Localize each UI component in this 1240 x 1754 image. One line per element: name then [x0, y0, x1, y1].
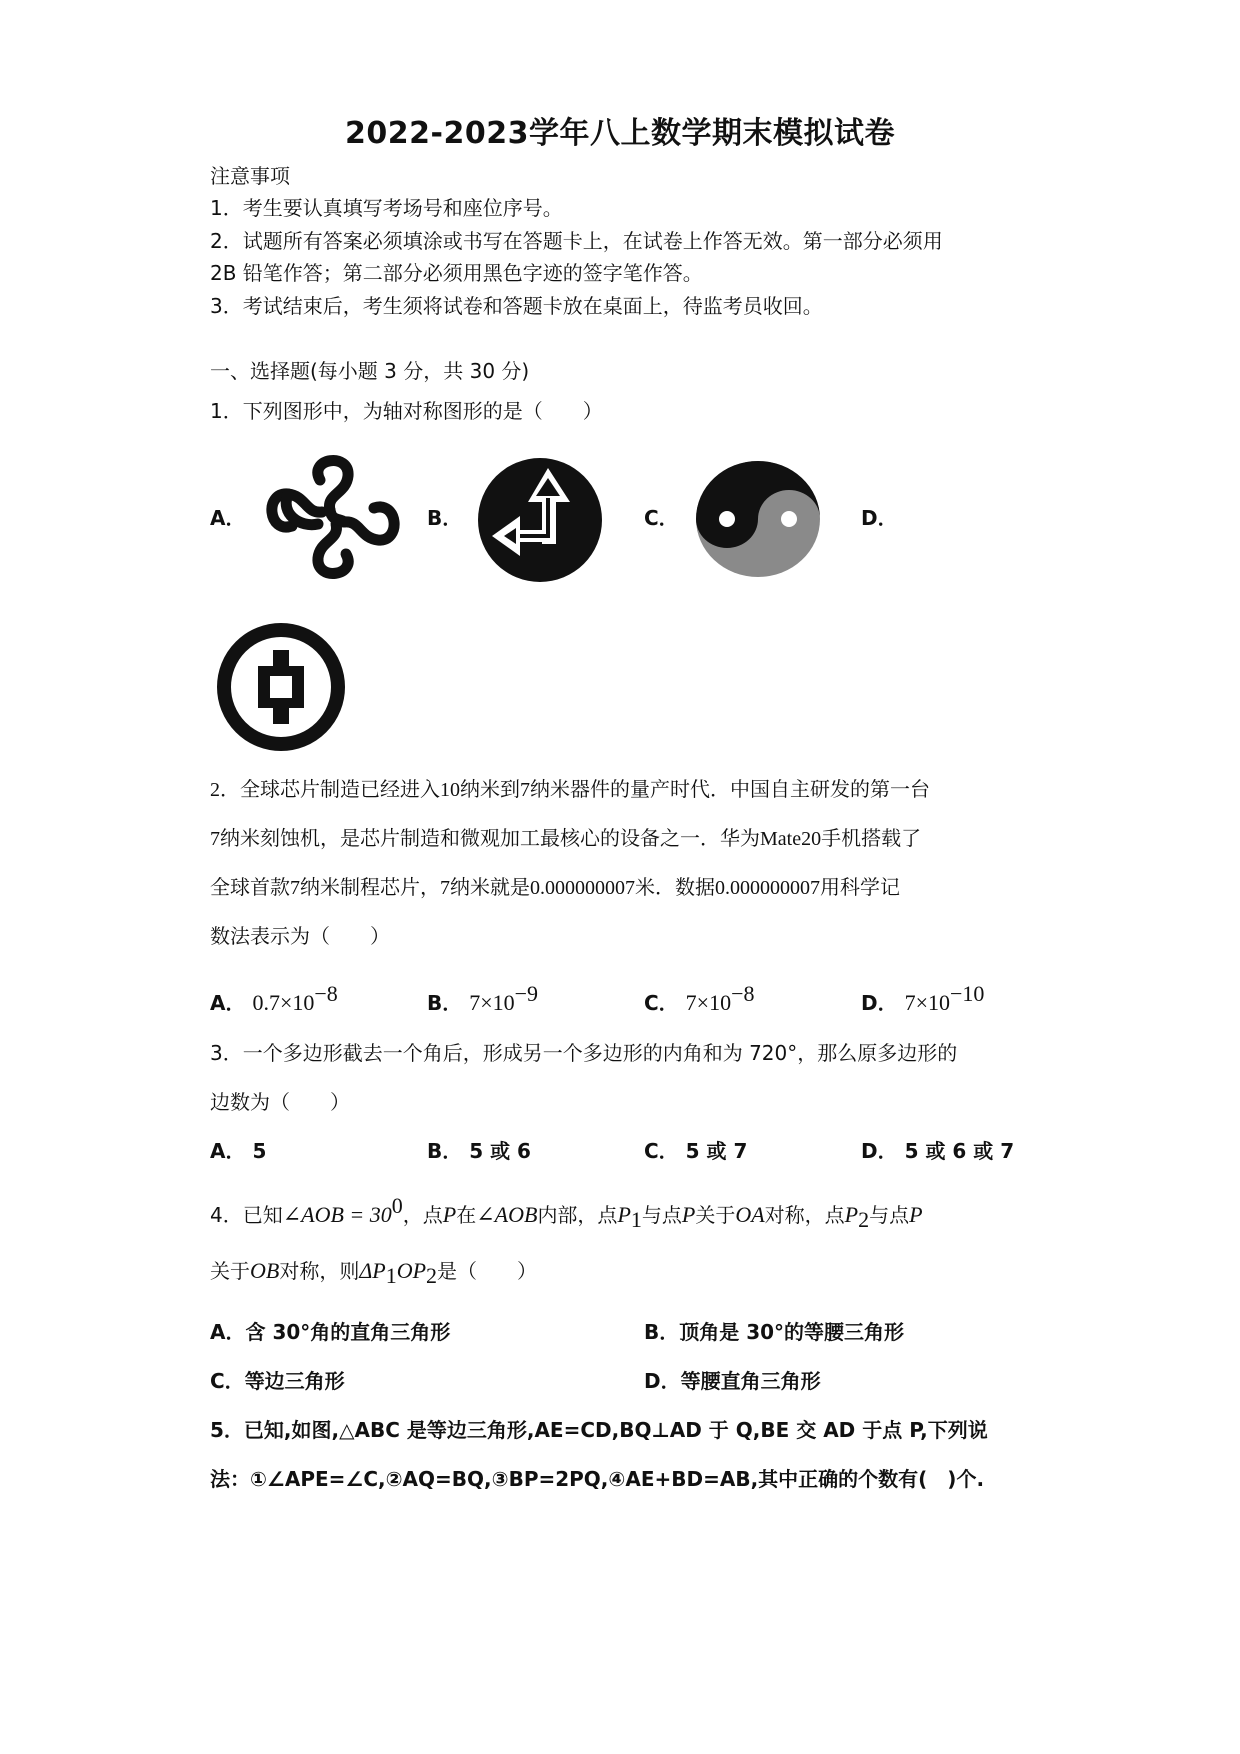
q3-option-b: B． 5 或 6 — [427, 1139, 531, 1163]
q1-label-b: B． — [427, 506, 463, 530]
question-3-line-1: 3．一个多边形截去一个角后，形成另一个多边形的内角和为 720°，那么原多边形的 — [210, 1041, 958, 1065]
q4-option-b: B．顶角是 30°的等腰三角形 — [644, 1320, 905, 1344]
q3-option-c: C． 5 或 7 — [644, 1139, 748, 1163]
question-2-line-4: 数法表示为（ ） — [210, 924, 390, 948]
question-3-line-2: 边数为（ ） — [210, 1090, 350, 1114]
notice-item-2: 2．试题所有答案必须填涂或书写在答题卡上，在试卷上作答无效。第一部分必须用 — [210, 229, 943, 253]
question-1-stem: 1．下列图形中，为轴对称图形的是（ ） — [210, 399, 603, 423]
q4-option-c: C．等边三角形 — [210, 1369, 345, 1393]
section-heading: 一、选择题(每小题 3 分，共 30 分) — [210, 359, 530, 383]
coin-icon — [214, 620, 348, 754]
q3-option-d: D． 5 或 6 或 7 — [861, 1139, 1015, 1163]
question-2-line-1: 2．全球芯片制造已经进入10纳米到7纳米器件的量产时代．中国自主研发的第一台 — [210, 779, 930, 801]
notice-heading: 注意事项 — [210, 164, 290, 188]
yin-yang-icon — [692, 456, 824, 582]
knot-icon — [260, 448, 406, 586]
notice-item-1: 1．考生要认真填写考场号和座位序号。 — [210, 196, 563, 220]
page-title: 2022-2023学年八上数学期末模拟试卷 — [345, 116, 895, 151]
q1-label-c: C． — [644, 506, 679, 530]
q1-label-a: A． — [210, 506, 246, 530]
q2-option-d: D． $7\times 10^{-10}$ — [861, 981, 985, 1015]
question-5-line-1: 5．已知,如图,△ABC 是等边三角形,AE=CD,BQ⊥AD 于 Q,BE 交 AD 于点 P,下列说 — [210, 1418, 988, 1442]
q2-option-a: A． $0.7\times 10^{-8}$ — [210, 981, 338, 1015]
q4-option-d: D．等腰直角三角形 — [644, 1369, 821, 1393]
q2-option-b: B． $7\times 10^{-9}$ — [427, 981, 539, 1015]
arrow-sign-icon — [476, 456, 604, 584]
question-4-line-1: 4．已知∠AOB = $30^0$，点P在∠AOB内部，点$P_1$与点P关于OA对称，点$P_2$与点P — [210, 1193, 923, 1232]
q3-option-a: A． 5 — [210, 1139, 267, 1163]
question-2-line-3: 全球首款7纳米制程芯片，7纳米就是0.000000007米．数据0.000000007用科学记 — [210, 877, 900, 899]
q1-label-d: D． — [861, 506, 898, 530]
q2-option-c: C． $7\times 10^{-8}$ — [644, 981, 755, 1015]
notice-item-2-cont: 2B 铅笔作答；第二部分必须用黑色字迹的签字笔作答。 — [210, 261, 703, 285]
question-2-line-2: 7纳米刻蚀机，是芯片制造和微观加工最核心的设备之一．华为Mate20手机搭载了 — [210, 828, 922, 850]
question-5-line-2: 法：①∠APE=∠C,②AQ=BQ,③BP=2PQ,④AE+BD=AB,其中正确的个数有( )个. — [210, 1467, 985, 1491]
notice-item-3: 3．考试结束后，考生须将试卷和答题卡放在桌面上，待监考员收回。 — [210, 294, 823, 318]
q4-option-a: A．含 30°角的直角三角形 — [210, 1320, 451, 1344]
question-4-line-2: 关于OB对称，则$\Delta P_1OP_2$是（ ） — [210, 1258, 538, 1288]
